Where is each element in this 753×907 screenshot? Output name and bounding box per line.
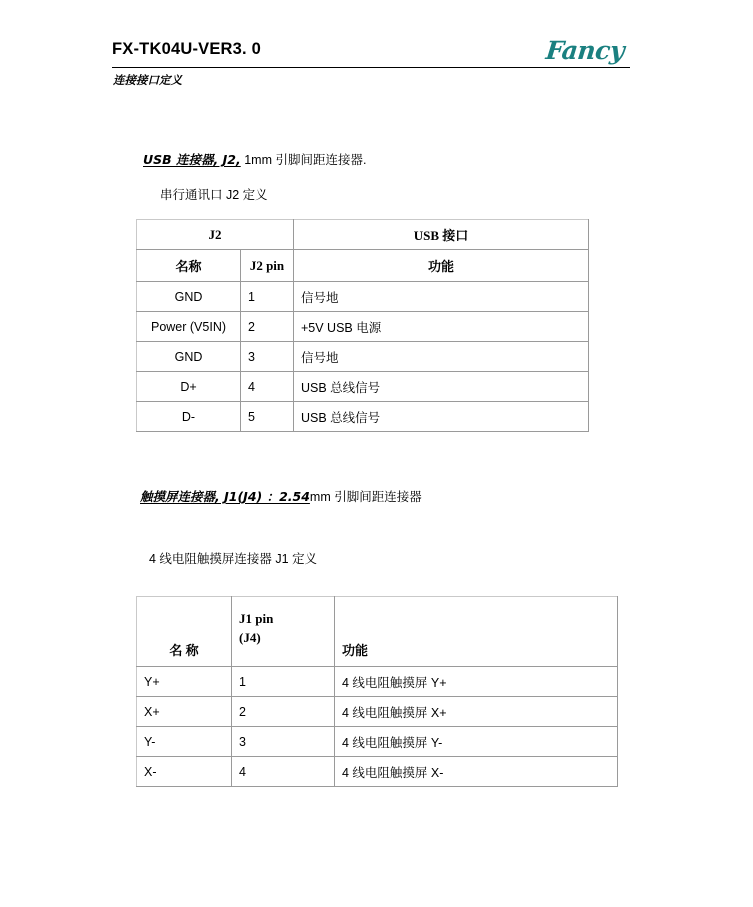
column-header-pin-line2: (J4) [239,630,261,645]
table-j2-usb [136,219,589,432]
section-heading-touch [140,491,422,504]
table-j2-header-right: USB 接口 [294,220,589,250]
cell-function: 4 线电阻触摸屏 X+ [335,697,618,727]
section-heading-usb [143,154,366,167]
table-row [137,402,589,432]
table-header-row-top [137,220,589,250]
table-row [137,697,618,727]
column-header-pin-line1: J1 pin [239,610,274,626]
cell-name: X- [137,757,232,787]
cell-function: 4 线电阻触摸屏 X- [335,757,618,787]
column-header-name: 名称 [137,250,241,282]
column-header-pin [232,597,335,667]
table-header-row-columns [137,597,618,667]
table-j2-header-left: J2 [137,220,294,250]
section-heading-usb-emphasis: USB 连接器, J2, [143,152,241,167]
cell-name: Y- [137,727,232,757]
column-header-name: 名 称 [137,597,232,667]
cell-pin: 4 [232,757,335,787]
column-header-function: 功能 [294,250,589,282]
header-divider [112,67,630,68]
cell-name: D+ [137,372,241,402]
cell-function: +5V USB 电源 [294,312,589,342]
column-header-pin: J2 pin [241,250,294,282]
table-row [137,342,589,372]
table-j1-touchscreen [136,596,618,787]
cell-function: USB 总线信号 [294,402,589,432]
cell-name: GND [137,342,241,372]
cell-name: GND [137,282,241,312]
cell-pin: 3 [232,727,335,757]
cell-pin: 1 [241,282,294,312]
column-header-function: 功能 [335,597,618,667]
table-row [137,757,618,787]
brand-logo: Fancy [544,36,626,65]
cell-name: Power (V5IN) [137,312,241,342]
table-row [137,282,589,312]
cell-pin: 2 [232,697,335,727]
cell-function: USB 总线信号 [294,372,589,402]
cell-name: X+ [137,697,232,727]
cell-name: D- [137,402,241,432]
cell-pin: 2 [241,312,294,342]
cell-function: 4 线电阻触摸屏 Y- [335,727,618,757]
table-row [137,312,589,342]
table-row [137,727,618,757]
cell-pin: 4 [241,372,294,402]
page-title: FX-TK04U-VER3. 0 [112,40,261,58]
cell-pin: 1 [232,667,335,697]
document-subtitle: 连接接口定义 [113,73,182,87]
table-header-row-columns [137,250,589,282]
table-row [137,667,618,697]
document-header [112,36,630,88]
table-row [137,372,589,402]
section-heading-touch-emphasis: 触摸屏连接器, J1(J4) ：2.54 [140,489,310,504]
section-heading-usb-plain: 1mm 引脚间距连接器. [240,153,367,167]
cell-pin: 5 [241,402,294,432]
cell-function: 信号地 [294,282,589,312]
cell-function: 4 线电阻触摸屏 Y+ [335,667,618,697]
section-subheading-usb: 串行通讯口 J2 定义 [160,188,268,202]
cell-pin: 3 [241,342,294,372]
section-subheading-touch: 4 线电阻触摸屏连接器 J1 定义 [149,552,318,566]
cell-function: 信号地 [294,342,589,372]
cell-name: Y+ [137,667,232,697]
section-heading-touch-plain: mm 引脚间距连接器 [309,490,422,504]
